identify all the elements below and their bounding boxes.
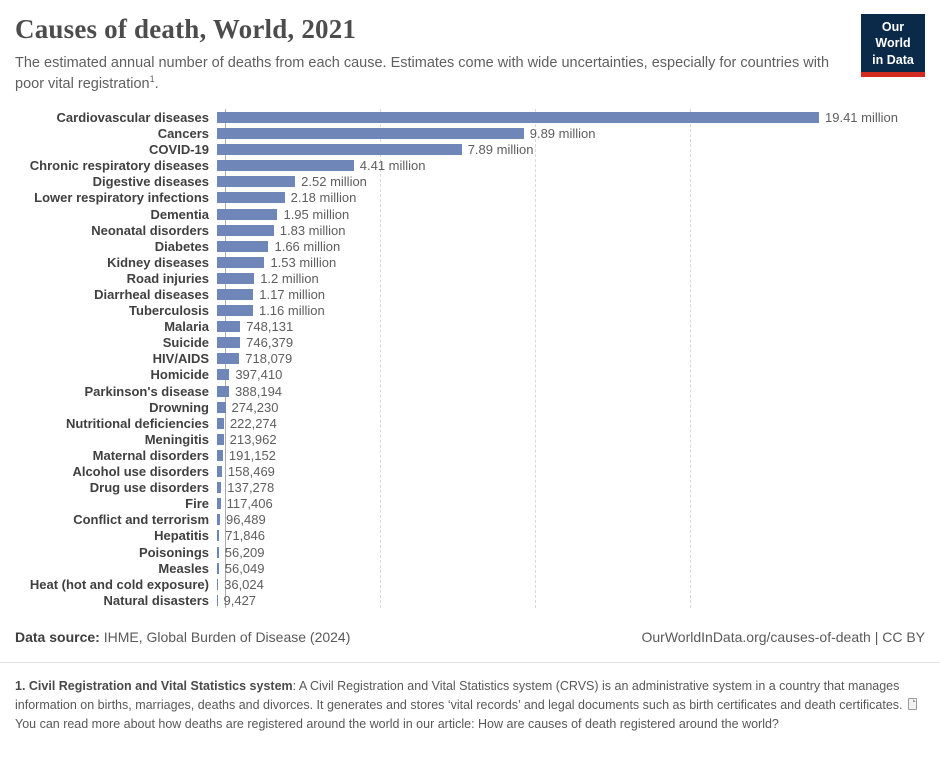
value-label: 1.53 million <box>270 254 337 270</box>
category-label: Natural disasters <box>103 592 209 608</box>
bar-area <box>217 512 925 528</box>
value-label: 1.2 million <box>260 270 319 286</box>
bar[interactable] <box>217 128 524 139</box>
bar[interactable] <box>217 563 219 574</box>
chart-row <box>15 463 925 479</box>
bar[interactable] <box>217 386 229 397</box>
bar-area <box>217 351 925 367</box>
bar[interactable] <box>217 257 264 268</box>
bar-area <box>217 238 925 254</box>
bar-area <box>217 367 925 383</box>
chart-row <box>15 109 925 125</box>
subtitle-text: The estimated annual number of deaths from each cause. Estimates come with wide uncertainties, especially for countries with poor vital registration <box>15 55 830 93</box>
category-label: Drowning <box>149 399 209 415</box>
footnote-divider <box>0 662 940 663</box>
bar[interactable] <box>217 402 226 413</box>
owid-logo-accent <box>861 72 925 77</box>
category-label: Homicide <box>150 367 209 383</box>
footnote-term: 1. Civil Registration and Vital Statistics system <box>15 679 293 694</box>
bar[interactable] <box>217 144 462 155</box>
bar-area <box>217 560 925 576</box>
footnote-marker[interactable]: 1 <box>149 74 155 85</box>
value-label: 746,379 <box>246 335 294 351</box>
bar-area <box>217 319 925 335</box>
bar[interactable] <box>217 466 222 477</box>
page-subtitle <box>15 53 835 94</box>
bar-area <box>217 592 925 608</box>
chart-row <box>15 528 925 544</box>
value-label: 1.17 million <box>259 287 326 302</box>
category-label: Cancers <box>157 126 209 142</box>
data-source-label: Data source: <box>15 629 100 646</box>
footnote <box>15 677 923 733</box>
category-label: Digestive diseases <box>92 174 209 190</box>
value-label: 158,469 <box>227 464 275 480</box>
bar-area <box>217 286 925 302</box>
category-label: Neonatal disorders <box>91 222 209 238</box>
bar-area <box>217 303 925 319</box>
category-label: Alcohol use disorders <box>72 464 209 480</box>
chart-row <box>15 431 925 447</box>
value-label: 56,049 <box>224 560 265 576</box>
chart-rows <box>15 109 925 608</box>
value-label: 71,846 <box>225 528 265 544</box>
data-source <box>15 629 350 645</box>
footnote-text-2: You can read more about how deaths are registered around the world in our article: How are causes of death registered around the world? <box>15 716 779 731</box>
bar-area <box>217 174 925 190</box>
bar-area <box>217 190 925 206</box>
value-label: 19.41 million <box>825 109 898 125</box>
bar-area <box>217 415 925 431</box>
category-label: Diarrheal diseases <box>94 287 209 302</box>
bar[interactable] <box>217 530 219 541</box>
bar-area <box>217 222 925 238</box>
bar[interactable] <box>217 353 239 364</box>
bar[interactable] <box>217 450 223 461</box>
bar[interactable] <box>217 418 224 429</box>
category-label: Lower respiratory infections <box>34 190 209 206</box>
category-label: COVID-19 <box>149 142 209 158</box>
value-label: 388,194 <box>235 383 283 399</box>
chart-row <box>15 335 925 351</box>
category-label: Cardiovascular diseases <box>56 109 209 125</box>
chart-row <box>15 576 925 592</box>
category-label: Diabetes <box>154 238 209 254</box>
bar-area <box>217 447 925 463</box>
bar[interactable] <box>217 112 819 123</box>
bar-area <box>217 206 925 222</box>
bar[interactable] <box>217 209 277 220</box>
chart-row <box>15 480 925 496</box>
chart-row <box>15 303 925 319</box>
bar-area <box>217 158 925 174</box>
owid-logo[interactable] <box>861 14 925 77</box>
chart-row <box>15 512 925 528</box>
chart-row <box>15 592 925 608</box>
bar-area <box>217 544 925 560</box>
value-label: 397,410 <box>235 367 283 383</box>
bar-area <box>217 399 925 415</box>
category-label: Poisonings <box>138 544 209 560</box>
category-label: Malaria <box>164 319 209 335</box>
bar[interactable] <box>217 434 224 445</box>
chart-row <box>15 206 925 222</box>
value-label: 4.41 million <box>359 158 426 174</box>
bar-area <box>217 254 925 270</box>
bar[interactable] <box>217 321 240 332</box>
bar[interactable] <box>217 498 221 509</box>
bar-area <box>217 270 925 286</box>
category-label: Hepatitis <box>154 528 209 544</box>
chart-row <box>15 286 925 302</box>
value-label: 137,278 <box>227 480 275 496</box>
category-label: HIV/AIDS <box>152 351 209 367</box>
bar[interactable] <box>217 241 268 252</box>
bar[interactable] <box>217 369 229 380</box>
value-label: 96,489 <box>225 512 266 528</box>
value-label: 1.83 million <box>279 222 346 238</box>
bar-area <box>217 480 925 496</box>
bar-area <box>217 431 925 447</box>
value-label: 718,079 <box>245 351 293 367</box>
document-icon <box>908 698 917 710</box>
chart-row <box>15 544 925 560</box>
chart-row <box>15 319 925 335</box>
chart-header <box>15 14 925 94</box>
bar[interactable] <box>217 482 221 493</box>
attribution[interactable]: OurWorldInData.org/causes-of-death | CC BY <box>641 629 925 646</box>
value-label: 2.18 million <box>290 190 357 206</box>
chart-row <box>15 126 925 142</box>
bar[interactable] <box>217 595 218 606</box>
bar-chart <box>15 109 925 608</box>
chart-row <box>15 158 925 174</box>
chart-row <box>15 367 925 383</box>
value-label: 1.95 million <box>283 206 350 222</box>
bar-area <box>217 126 925 142</box>
subtitle-period: . <box>154 76 159 93</box>
category-label: Suicide <box>162 335 209 351</box>
category-label: Tuberculosis <box>129 303 209 319</box>
category-label: Measles <box>158 560 209 576</box>
value-label: 1.16 million <box>258 303 325 319</box>
bar[interactable] <box>217 579 218 590</box>
chart-row <box>15 270 925 286</box>
category-label: Road injuries <box>126 270 209 286</box>
bar[interactable] <box>217 305 253 316</box>
bar-area <box>217 528 925 544</box>
bar[interactable] <box>217 176 295 187</box>
chart-row <box>15 142 925 158</box>
value-label: 1.66 million <box>274 238 341 254</box>
data-source-text: IHME, Global Burden of Disease (2024) <box>99 629 351 646</box>
value-label: 274,230 <box>231 399 279 415</box>
bar-area <box>217 142 925 158</box>
bar-area <box>217 383 925 399</box>
bar[interactable] <box>217 273 254 284</box>
category-label: Kidney diseases <box>107 254 209 270</box>
chart-row <box>15 415 925 431</box>
chart-row <box>15 254 925 270</box>
category-label: Maternal disorders <box>92 447 209 463</box>
chart-footer <box>15 629 925 645</box>
bar[interactable] <box>217 337 240 348</box>
chart-row <box>15 383 925 399</box>
value-label: 9,427 <box>223 592 257 608</box>
value-label: 7.89 million <box>467 142 534 158</box>
footnote-text-1: : A Civil Registration and Vital Statistics system (CRVS) is an administrative system in a country that manages information on births, marriages, deaths and divorces. It generates and stores ‘vital records’ and legal documents such as birth certificates and death certificates. <box>15 679 906 713</box>
value-label: 2.52 million <box>301 174 367 190</box>
chart-row <box>15 238 925 254</box>
value-label: 56,209 <box>224 544 265 560</box>
bar-area <box>217 496 925 512</box>
bar[interactable] <box>217 225 274 236</box>
bar-area <box>217 576 925 592</box>
value-label: 36,024 <box>224 576 264 592</box>
category-label: Drug use disorders <box>89 480 209 496</box>
chart-row <box>15 174 925 190</box>
value-label: 9.89 million <box>529 126 596 142</box>
category-label: Conflict and terrorism <box>73 512 209 528</box>
value-label: 222,274 <box>229 415 277 431</box>
category-label: Heat (hot and cold exposure) <box>29 576 209 592</box>
bar[interactable] <box>217 289 253 300</box>
category-label: Fire <box>185 496 209 512</box>
owid-logo-line1: Our World <box>875 20 911 51</box>
value-label: 191,152 <box>228 447 276 463</box>
category-label: Dementia <box>150 206 209 222</box>
bar-area <box>217 109 925 125</box>
value-label: 213,962 <box>229 431 277 447</box>
bar-area <box>217 463 925 479</box>
category-label: Meningitis <box>144 431 209 447</box>
chart-row <box>15 351 925 367</box>
category-label: Nutritional deficiencies <box>65 415 209 431</box>
category-label: Chronic respiratory diseases <box>29 158 209 174</box>
category-label: Parkinson's disease <box>84 383 209 399</box>
value-label: 748,131 <box>246 319 294 335</box>
chart-row <box>15 560 925 576</box>
bar[interactable] <box>217 192 285 203</box>
chart-row <box>15 190 925 206</box>
chart-row <box>15 496 925 512</box>
owid-logo-box <box>861 14 925 72</box>
chart-row <box>15 447 925 463</box>
chart-row <box>15 222 925 238</box>
page-title: Causes of death, World, 2021 <box>15 14 357 44</box>
chart-row <box>15 399 925 415</box>
value-label: 117,406 <box>226 496 273 512</box>
bar[interactable] <box>217 547 219 558</box>
bar[interactable] <box>217 160 354 171</box>
owid-logo-line2: in Data <box>872 52 914 67</box>
bar[interactable] <box>217 514 220 525</box>
bar-area <box>217 335 925 351</box>
